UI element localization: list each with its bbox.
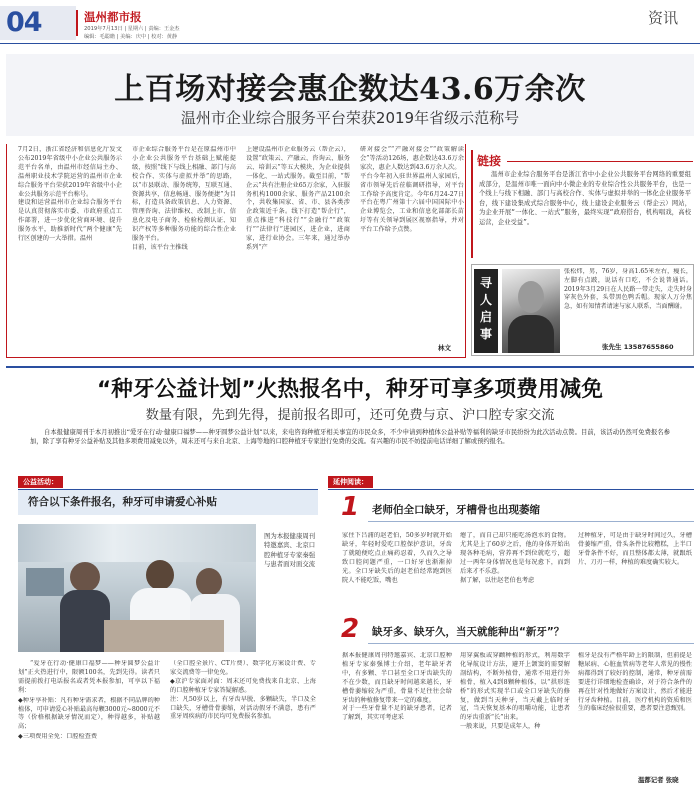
date-line: 2019年7月13日 | 星期六 | 责编：王金杰 (84, 26, 180, 32)
section-1-title: 老师伯全口缺牙，牙槽骨也出现萎缩 (372, 504, 540, 516)
article-1-subheadline: 温州市企业综合服务平台荣获2019年省级示范称号 (180, 109, 520, 127)
article-2-subheadline: 数量有限，先到先得，提前报名即可，还可免费与京、沪口腔专家交流 (145, 408, 555, 423)
section-2-column: 据本报健康周刊特邀嘉宾、北京口腔种植牙专家秦强博士介绍，老年缺牙者中，有多颗、半口甚至全口牙齿缺失的不在少数，而且缺牙时间越来越长，牙槽骨萎缩较为严重，骨量不足往往会给牙齿的种植修复带来一定的难度。 对于一些牙骨量不足的缺牙患者，记者了解到，其实可考虑采 (342, 652, 452, 722)
consultation-photo (18, 524, 256, 652)
section-1-rule (368, 521, 694, 522)
section-1-column: 瘪了，而自己却只能吃汤泡水的食物。尤其是上了60岁之后，他的身体开始出现各种毛病，营养再不到位就吃亏，超过一两年身体情况也是每况愈下，而到后来才不乐意。 据了解，以往赵老伯也考虑 (460, 532, 570, 584)
link-sidebar (471, 150, 694, 258)
right-panel (328, 476, 694, 788)
masthead-rule (0, 43, 700, 44)
article-1-column: 7月2日，浙江省经济和信息化厅发文公布2019年省级中小企业公共服务示范平台名单，由温州市经信局主办、温州职业技术学院运营的温州市企业综合服务平台荣获2019年省级中小企业公共服务示范平台称号。 建设和运营温州市企业综合服务平台是认真贯彻落实市委、市政府重点工作部署，进一步优化营商环境、提升服务水平，助推新时代“两个健康”先行区创建的一大举措。温州 (18, 146, 122, 243)
right-panel-tag: 延伸阅读： (328, 476, 373, 488)
benefit-item: ◆三项费用全免：口腔检查费 (18, 733, 98, 741)
editor-line: 编辑：毛聪瞻 | 美编：庆中 | 校对：黄静 (84, 34, 178, 40)
section-1-number: 1 (340, 492, 360, 522)
left-column-2: （全口腔全景片、CT片费）、数字化方案设计费、专家交流费等一律免免。 ◆京沪专家面对面：周末还可免费找来自北京、上海的口腔种植牙专家答疑解惑。 注：凡50岁以上，有牙齿早脱、多颗缺失，半口及全口缺失，牙槽骨骨萎缩，对活动假牙不满意，患有严重牙周疾病的市民均可免费报名参加。 (170, 660, 316, 721)
paper-name: 温州都市报 (84, 10, 142, 24)
link-sidebar-border (471, 150, 473, 258)
section-1-column: 家住下吕浦的赵老伯，50多岁时就开始缺牙，年轻时爱吃口腔保护意识，牙齿了就随便吃点止痛药忍着，久而久之导致口腔问题严重，一口好牙也渐渐掉光。全口牙缺失后的赵老伯经常跑到医院人不能吃饭，嘴也 (342, 532, 452, 584)
left-panel-header: 符合以下条件报名，种牙可申请爱心补贴 (28, 496, 217, 508)
article-2 (0, 366, 700, 788)
left-column-1-intro: “爱牙在行动·健康口福梦——种牙圆梦公益计划”正火热进行中，限额100名，先到先得。读者只需提前拨打电话报名或者凭本报参加，可享以下福利： (18, 660, 160, 694)
missing-person-notice (471, 264, 694, 356)
right-panel-tag-rule (328, 489, 694, 490)
section-2-title: 缺牙多、缺牙久，当天就能种出“新牙”？ (372, 626, 565, 638)
section-2-column: 用穿翼板或穿颧种植的形式，利用数字化导航设计方法，避开上颌窦的需要解剖结构，不断外植骨，通常不用进行外植骨，植入4到8颗种植体，以“拱形连桥”的形式实现半口或全口牙缺失的修复，做到当天种牙，当天戴上临时牙冠，当天恢复基本的咀嚼功能，让患者的牙齿重新“长”出来。 一般来说，只要是成年人，种 (460, 652, 570, 731)
page-number-divider (76, 10, 78, 36)
article-1-headline: 上百场对接会惠企数达43.6万余次 (114, 72, 586, 107)
article-1 (0, 46, 700, 364)
left-panel (18, 476, 318, 788)
section-2-number: 2 (340, 614, 360, 644)
missing-person-photo (502, 269, 560, 353)
left-column-1 (18, 660, 160, 786)
left-panel-tag: 公益活动： (18, 476, 63, 488)
link-sidebar-title: 链接 (477, 154, 502, 168)
section-name: 资讯 (648, 9, 679, 27)
masthead (0, 0, 700, 44)
benefit-item: ◆种牙享补贴：凡有种牙需求者，根据不同品牌的种植体，可申请爱心补贴最高每颗3000元~8000元不等（价格根据缺牙情况而定），种得越多，补贴越高； (18, 696, 160, 731)
missing-person-label: 寻人启事 (479, 276, 492, 341)
article-1-column: 上建设温州市企业服务云（帮企云），设置“政策云、产融云、咨询云、服务云、培训云”等五大模块，为企业提供一体化、一站式服务。截至目前，“帮企云”共有注册企业65万余家，入驻服务机构1000余家、服务产品2100余个，共收集国家、省、市、县各类涉企政策近千条。线下打造“帮企行”，重点推进“科技行”“金融行”“政策行”“法律行”进园区，进企业，进商家，进行业协会。三年来，通过举办系列“产 (246, 146, 350, 251)
article-1-column: 市企业综合服务平台是在原温州市中小企业公共服务平台基础上赋能提级，按照“线下与线上相融、部门与高校合作、实体与虚拟并举”的思路，以“市县联动、服务统筹，互联互通、资源共享，信息畅通、服务便捷”为目标，打造具备政策信息、人力资源、管理咨询、法律维权、改制上市、信息化及电子商务、检验检测认证、知识产权等多种服务功能的综合性企业服务平台。 目前，该平台主推线 (132, 146, 236, 251)
missing-person-description: 张松炜，男，76岁，身高1.65米左右，瘦长，左脚有点跛，说话有口吃，不会说普通话。2019年3月29日在人民路一带走失，走失时身穿灰色外套，头带黑色鸭舌帽。现家人万分焦急，如有知情者请速与家人联系，当面酬谢。 (564, 268, 692, 311)
section-1-column: 过种植牙，可是由于缺牙时间过久，牙槽骨萎缩严重，骨头条件比较糟糕，上半口牙骨条件不好，而且整体都太薄，就跟纸片、刀刃一样，种植的难度确实较大。 (578, 532, 692, 566)
section-1-header (328, 494, 694, 524)
section-2-column: 植牙是没有严格年龄上的限制，但前提是糖尿病、心脏血管病等老年人常见的慢性病都得到了较好的控制，通常，种牙前需要进行详细地检查确诊，对于符合条件的再在针对性地做好方案设计，然后才能进行牙齿种植。目前，医疗机构的资质和医生的临床经验很重要，患者要注意甄别。 (578, 652, 692, 713)
article-2-byline: 温都记者 张晓 (638, 776, 679, 784)
link-sidebar-body: 温州市企业综合服务平台是浙江省中小企业公共服务平台网络的重要组成部分，是温州市唯一面向中小微企业的专业综合性公共服务平台，也是一个线上与线下相融、部门与高校合作、实体与虚拟并举的一体化企业服务平台，线下建设集成式综合服务中心，线上建设企业服务云（帮企云）网站，为企业开展“一体化、一站式”服务，最终实现“政府搭台，机构唱戏，高校运营，企业受益”。 (479, 171, 691, 226)
article-2-headline: “种牙公益计划”火热报名中，种牙可享多项费用减免 (96, 377, 604, 402)
link-sidebar-title-rule (507, 161, 693, 162)
section-2-header (328, 616, 694, 646)
article-1-body (18, 146, 464, 356)
article-1-author: 林文 (438, 344, 451, 352)
photo-caption: 图为本报健康周刊特邀嘉宾、北京口腔种植牙专家秦强与患者面对面交流 (264, 532, 316, 568)
missing-person-contact: 张先生 13587655860 (602, 343, 674, 351)
page-number: 04 (6, 7, 42, 38)
section-2-rule (368, 643, 694, 644)
article-2-lead: 自本报健康周刊于本月初推出“爱牙在行动·健康口福梦——种牙圆梦公益计划”以来，来电咨询种植牙相关事宜的市民众多，不少申请到种植体公益补贴等福利的缺牙市民纷纷为此次活动点赞。目前，该活动仍然可免费报名参加，除了享有种牙公益补贴及其他多项费用减免以外，周末还可与来自北京、上海等地的口腔种植牙专家进行免费的交流。有兴趣的市民不妨提前电话详细了解或预约报名。 (30, 429, 670, 446)
article-1-column: 研对接会”“产融对接会”“政策解读会”等活动126场，惠企数达43.6万余家次，惠企人数达到43.6万余人次。 平台今年初入驻世界温州人家园后，省市领导先后莅临调研指导，对平台工作给予高度肯定。今年6月24-27日平台在粤广州第十六届中国国际中小企业博览会，工业和信息化部部长苗圩等有关领导到展区视察指导，并对平台工作给予点赞。 (360, 146, 464, 234)
article-2-top-rule (6, 366, 694, 368)
